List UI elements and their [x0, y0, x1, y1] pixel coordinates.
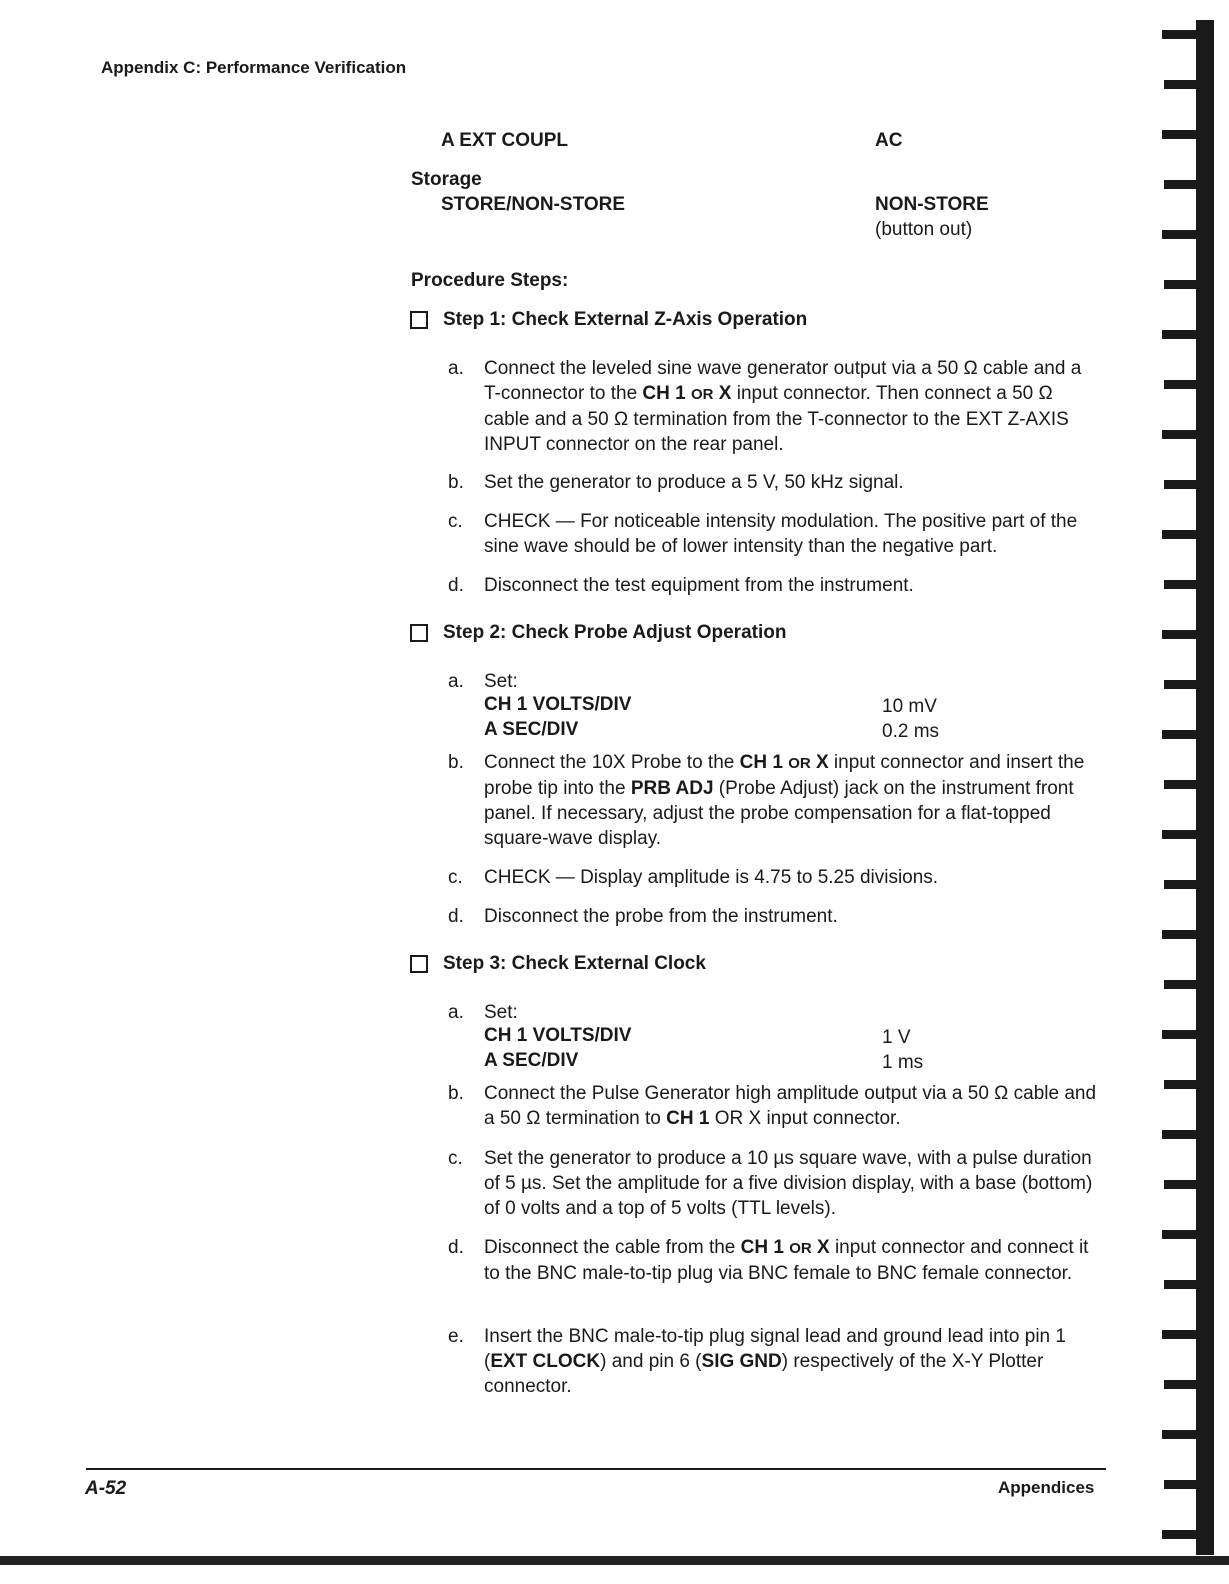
step-3-item-c [448, 1146, 1098, 1221]
footer-section: Appendices [998, 1478, 1095, 1497]
step-3-item-a [448, 1000, 1098, 1025]
step-3-checkbox[interactable] [410, 955, 428, 973]
item-letter: c. [448, 1148, 463, 1169]
item-text: Insert the BNC male-to-tip plug signal lead and ground lead into pin 1 (EXT CLOCK) and pin 6 (SIG GND) respectively of the X-Y Plotter connector. [484, 1326, 1066, 1397]
setting-note-store: (button out) [875, 219, 973, 240]
step-2-item-b [448, 750, 1098, 851]
item-letter: b. [448, 1083, 464, 1104]
storage-heading: Storage [411, 169, 482, 190]
item-letter: c. [448, 511, 463, 532]
step-2-heading [410, 622, 786, 644]
setting-value-store: NON-STORE [875, 194, 989, 215]
step-3-ch1-label: CH 1 VOLTS/DIV [484, 1025, 632, 1046]
item-text: Disconnect the test equipment from the instrument. [484, 575, 914, 596]
setting-label-a-ext-coupl: A EXT COUPL [441, 130, 569, 151]
footer-rule [86, 1468, 1106, 1470]
step-3-asec-label: A SEC/DIV [484, 1050, 579, 1071]
item-letter: e. [448, 1326, 464, 1347]
item-text: Set: [484, 1002, 518, 1023]
step-3-ch1-value: 1 V [882, 1027, 911, 1048]
item-letter: b. [448, 472, 464, 493]
step-2-item-c [448, 865, 1098, 890]
step-2-ch1-value: 10 mV [882, 696, 937, 717]
item-letter: a. [448, 1002, 464, 1023]
step-2-asec-label: A SEC/DIV [484, 719, 579, 740]
step-3-item-b [448, 1081, 1098, 1131]
step-1-checkbox[interactable] [410, 311, 428, 329]
item-letter: c. [448, 867, 463, 888]
page-number: A-52 [85, 1478, 127, 1499]
running-header: Appendix C: Performance Verification [101, 58, 407, 77]
item-text: Connect the Pulse Generator high amplitude output via a 50 Ω cable and a 50 Ω termination to CH 1 OR X input connector. [484, 1083, 1097, 1129]
step-1-item-a [448, 356, 1098, 457]
step-2-item-d [448, 904, 1098, 929]
item-letter: a. [448, 358, 464, 379]
item-text: Connect the 10X Probe to the CH 1 OR X input connector and insert the probe tip into the PRB ADJ (Probe Adjust) jack on the instrument front panel. If necessary, adjust the probe compensation for a flat-topped square-wave display. [484, 752, 1085, 849]
setting-value-a-ext-coupl: AC [875, 130, 903, 151]
item-letter: d. [448, 575, 464, 596]
step-2-ch1-label: CH 1 VOLTS/DIV [484, 694, 632, 715]
item-text: Disconnect the cable from the CH 1 OR X input connector and connect it to the BNC male-to-tip plug via BNC female to BNC female connector. [484, 1237, 1089, 1284]
item-text: Set: [484, 671, 518, 692]
step-1-item-d [448, 573, 1098, 598]
step-3-item-e [448, 1324, 1098, 1399]
item-text: Set the generator to produce a 5 V, 50 kHz signal. [484, 472, 904, 493]
procedure-heading: Procedure Steps: [411, 270, 569, 291]
step-2-checkbox[interactable] [410, 624, 428, 642]
item-letter: d. [448, 1237, 464, 1258]
step-1-heading [410, 309, 807, 331]
step-3-heading [410, 953, 706, 975]
item-text: Set the generator to produce a 10 µs square wave, with a pulse duration of 5 µs. Set the amplitude for a five division display, with a base (bottom) of 0 volts and a top of 5 volts (TTL levels). [484, 1148, 1093, 1219]
item-letter: d. [448, 906, 464, 927]
step-2-item-a [448, 669, 1098, 694]
item-text: Connect the leveled sine wave generator output via a 50 Ω cable and a T-connector to the CH 1 OR X input connector. Then connect a 50 Ω cable and a 50 Ω termination from the T-connector to the EXT Z-AXIS INPUT connector on the rear panel. [484, 358, 1082, 455]
item-text: CHECK — Display amplitude is 4.75 to 5.25 divisions. [484, 867, 939, 888]
item-letter: a. [448, 671, 464, 692]
item-text: Disconnect the probe from the instrument. [484, 906, 838, 927]
step-1-title: Step 1: Check External Z-Axis Operation [443, 309, 808, 330]
step-3-item-d [448, 1235, 1098, 1286]
scan-edge-bar [0, 1556, 1229, 1565]
setting-label-store: STORE/NON-STORE [441, 194, 626, 215]
item-letter: b. [448, 752, 464, 773]
binding-marks [1150, 20, 1220, 1555]
step-3-title: Step 3: Check External Clock [443, 953, 706, 974]
step-1-item-b [448, 470, 1098, 495]
step-2-title: Step 2: Check Probe Adjust Operation [443, 622, 787, 643]
item-text: CHECK — For noticeable intensity modulation. The positive part of the sine wave should be of lower intensity than the negative part. [484, 511, 1078, 557]
step-2-asec-value: 0.2 ms [882, 721, 940, 742]
step-3-asec-value: 1 ms [882, 1052, 924, 1073]
step-1-item-c [448, 509, 1098, 559]
